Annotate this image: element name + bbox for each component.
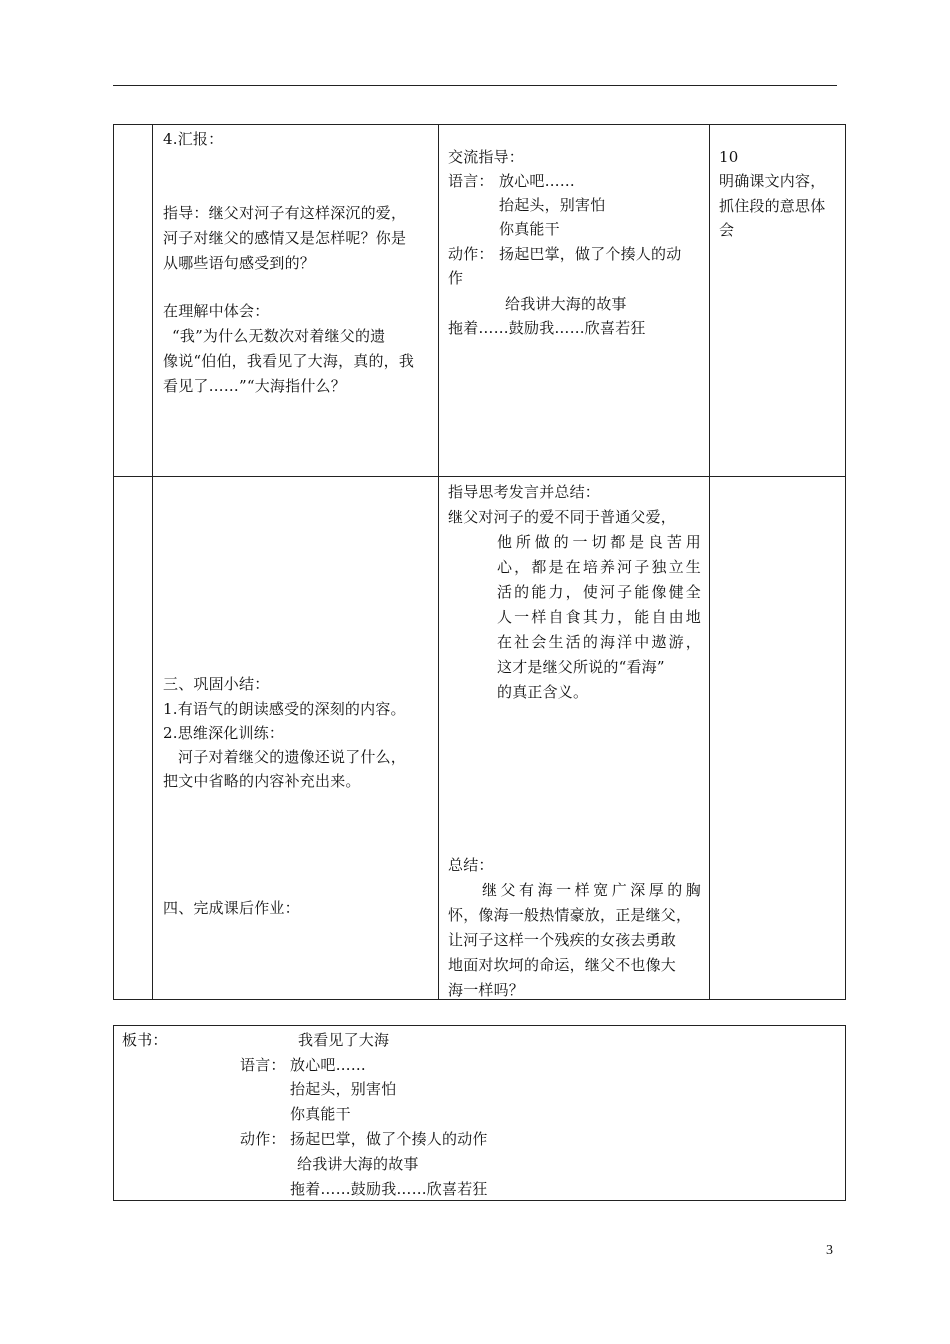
board-language-label: 语言： [240,1056,286,1074]
summary-title: 总结： [448,856,494,874]
question-line-3: 看见了……”“大海指什么？ [163,377,346,395]
question-line-2: 像说“伯伯，我看见了大海，真的，我 [163,352,415,370]
think-guide-first: 继父对河子的爱不同于普通父爱， [448,508,677,526]
summary-line-3: 让河子这样一个残疾的女孩去勇敢 [448,931,677,949]
header-rule [113,85,837,86]
exercise-line-1: 河子对着继父的遗像还说了什么， [178,748,407,766]
board-language-line-2: 抬起头，别害怕 [290,1080,397,1098]
language-line-3: 你真能干 [499,220,560,238]
understand-heading: 在理解中体会： [163,302,270,320]
table-col-divider-3 [709,124,710,1000]
think-guide-line-6: 这才是继父所说的“看海” [497,658,665,676]
language-line-1: 放心吧…… [499,172,576,190]
summary-line-5: 海一样吗？ [448,981,525,999]
guide-line-1: 指导：继父对河子有这样深沉的爱， [163,204,407,222]
note-line-3: 会 [719,221,735,239]
think-guide-line-3: 活的能力，使河子能像健全 [497,583,701,601]
board-label: 板书： [122,1031,168,1049]
summary-line-1: 继父有海一样宽广深厚的胸 [482,881,701,899]
board-action-line-3: 拖着……鼓励我……欣喜若狂 [290,1180,488,1198]
exchange-guide-title: 交流指导： [448,148,525,166]
board-action-line-2: 给我讲大海的故事 [297,1155,419,1173]
think-guide-line-5: 在社会生活的海洋中遨游， [497,633,701,651]
note-line-2: 抓住段的意思体 [719,197,826,215]
think-guide-line-2: 心，都是在培养河子独立生 [497,558,701,576]
board-language-line-1: 放心吧…… [290,1056,367,1074]
table-col-divider-1 [152,124,153,1000]
table-col-divider-2 [438,124,439,1000]
section-4-heading: 四、完成课后作业： [163,899,300,917]
story-line: 给我讲大海的故事 [505,295,627,313]
note-line-1: 明确课文内容， [719,172,826,190]
think-guide-title: 指导思考发言并总结： [448,483,601,501]
section-3-item-2: 2.思维深化训练： [163,724,285,742]
language-label: 语言： [448,172,494,190]
board-box [113,1025,846,1201]
think-guide-line-1: 他所做的一切都是良苦用 [497,533,701,551]
summary-line-4: 地面对坎坷的命运，继父不也像大 [448,956,677,974]
board-action-label: 动作： [240,1130,286,1148]
section-3-heading: 三、巩固小结： [163,675,270,693]
minutes-value: 10 [719,148,739,166]
think-guide-line-7: 的真正含义。 [497,683,589,701]
language-line-2: 抬起头，别害怕 [499,196,606,214]
drag-line: 拖着……鼓励我……欣喜若狂 [448,319,646,337]
summary-line-2: 怀，像海一般热情豪放，正是继父， [448,906,692,924]
guide-line-3: 从哪些语句感受到的？ [163,254,316,272]
question-line-1: “我”为什么无数次对着继父的遗 [172,327,386,345]
exercise-line-2: 把文中省略的内容补充出来。 [163,772,361,790]
action-label: 动作： [448,245,494,263]
board-title: 我看见了大海 [298,1031,390,1049]
board-language-line-3: 你真能干 [290,1105,351,1123]
guide-line-2: 河子对继父的感情又是怎样呢？你是 [163,229,407,247]
page-number: 3 [826,1243,833,1258]
board-action-line-1: 扬起巴掌，做了个揍人的动作 [290,1130,488,1148]
report-heading: 4.汇报： [163,130,224,148]
action-line-cont: 作 [448,269,464,287]
think-guide-line-4: 人一样自食其力，能自由地 [497,608,701,626]
section-3-item-1: 1.有语气的朗读感受的深刻的内容。 [163,700,406,718]
action-line: 扬起巴掌，做了个揍人的动 [499,245,682,263]
table-row-divider [113,476,846,477]
